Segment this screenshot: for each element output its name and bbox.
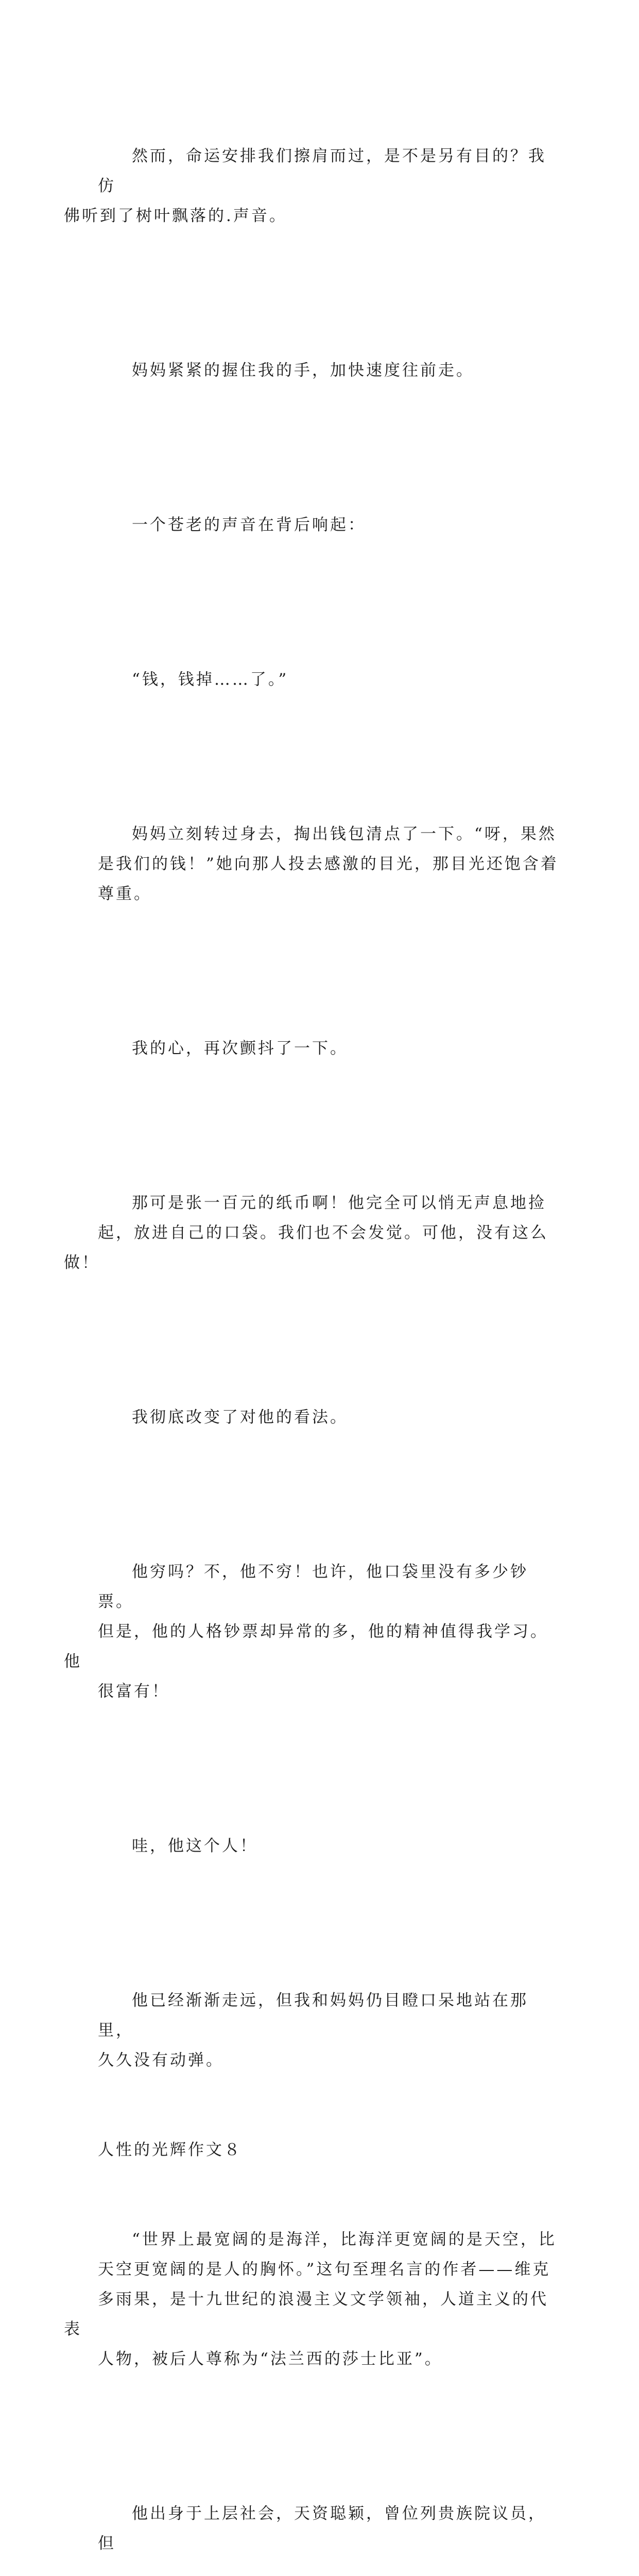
text-line: 很富有！ bbox=[98, 1682, 170, 1701]
text-line: 他出身于上层社会，天资聪颖，曾位列贵族院议员，但 bbox=[98, 2504, 546, 2553]
document-body bbox=[64, 81, 561, 2576]
paragraph-9 bbox=[64, 1497, 561, 1766]
text-line: 他穷吗？不，他不穷！也许，他口袋里没有多少钞票。 bbox=[98, 1563, 528, 1611]
section-heading: 人性的光辉作文８ bbox=[98, 2141, 242, 2159]
text-line: 是我们的钱！”她向那人投去感激的目光，那目光还饱含着 bbox=[98, 855, 559, 873]
text-line: 但是，他的人格钞票却异常的多，他的精神值得我学习。他 bbox=[64, 1622, 548, 1671]
text-line: 我的心，再次颤抖了一下。 bbox=[132, 1039, 348, 1058]
text-line: 那可是张一百元的纸币啊！他完全可以悄无声息地捡 bbox=[132, 1194, 546, 1212]
paragraph-1 bbox=[64, 81, 561, 291]
text-line: 他已经渐渐走远，但我和妈妈仍目瞪口呆地站在那里， bbox=[98, 1991, 528, 2040]
paragraph-6 bbox=[98, 974, 561, 1123]
text-line: 妈妈紧紧的握住我的手，加快速度往前走。 bbox=[132, 361, 474, 380]
text-line: 一个苍老的声音在背后响起： bbox=[132, 516, 366, 534]
text-line: 多雨果，是十九世纪的浪漫主义文学领袖，人道主义的代表 bbox=[64, 2290, 548, 2338]
text-line: 妈妈立刻转过身去，掏出钱包清点了一下。“呀，果然 bbox=[132, 825, 557, 843]
paragraph-2 bbox=[98, 296, 561, 445]
paragraph-13 bbox=[98, 2439, 561, 2576]
text-line: 然而，命运安排我们擦肩而过，是不是另有目的？我仿 bbox=[98, 147, 546, 195]
paragraph-7 bbox=[64, 1128, 561, 1337]
text-line: 起，放进自己的口袋。我们也不会发觉。可他，没有这么做！ bbox=[64, 1224, 548, 1272]
paragraph-5 bbox=[98, 759, 561, 969]
text-line: 哇，他这个人！ bbox=[132, 1837, 258, 1855]
paragraph-12 bbox=[64, 2165, 561, 2434]
text-line: 人物，被后人尊称为“法兰西的莎士比亚”。 bbox=[98, 2350, 443, 2368]
text-line: 我彻底改变了对他的看法。 bbox=[132, 1408, 348, 1427]
paragraph-4 bbox=[98, 605, 561, 754]
paragraph-8 bbox=[98, 1343, 561, 1492]
paragraph-3 bbox=[98, 450, 561, 600]
paragraph-10 bbox=[98, 1771, 561, 1921]
text-line: 天空更宽阔的是人的胸怀。”这句至理名言的作者——维克 bbox=[98, 2260, 551, 2279]
text-line: 佛听到了树叶飘落的.声音。 bbox=[64, 207, 287, 225]
text-line: “世界上最宽阔的是海洋，比海洋更宽阔的是天空，比 bbox=[132, 2230, 557, 2249]
text-line: “钱，钱掉……了。” bbox=[132, 670, 289, 689]
paragraph-11 bbox=[98, 1926, 561, 2135]
text-line: 久久没有动弹。 bbox=[98, 2051, 224, 2070]
text-line: 尊重。 bbox=[98, 885, 152, 903]
